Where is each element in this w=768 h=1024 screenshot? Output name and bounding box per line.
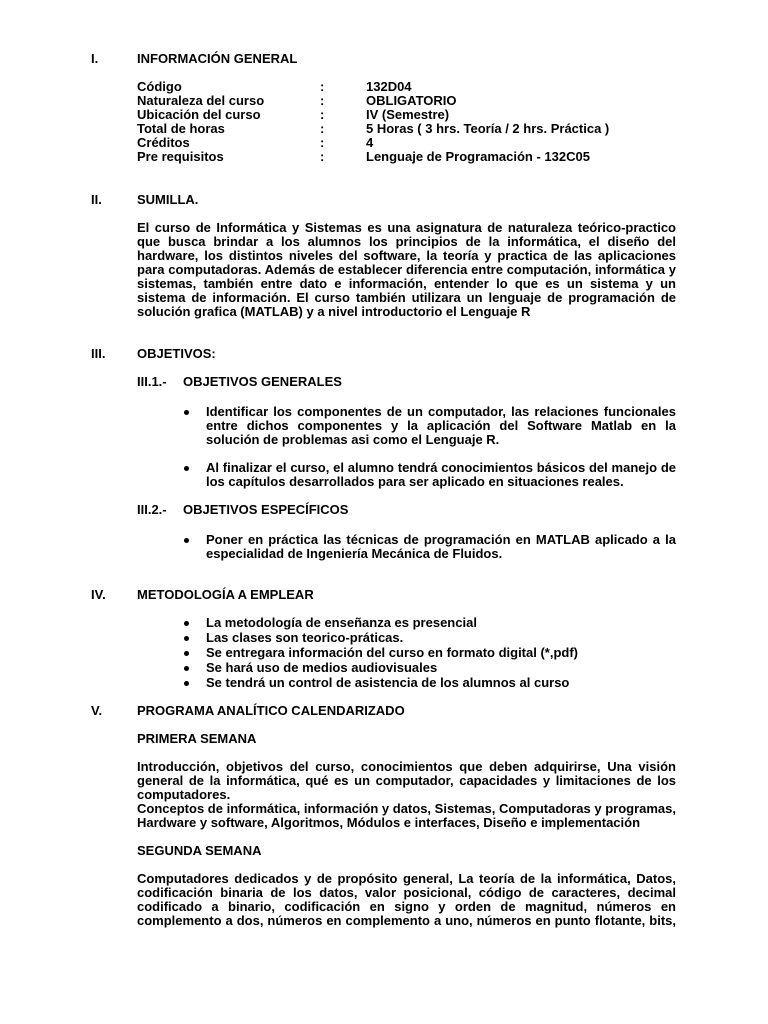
info-value: IV (Semestre) [366, 107, 450, 122]
paragraph-line: solución grafica (MATLAB) y a nivel introductorio el Lenguaje R [137, 304, 531, 319]
subsection-title: OBJETIVOS GENERALES [183, 374, 342, 389]
section-title: PROGRAMA ANALÍTICO CALENDARIZADO [137, 703, 405, 718]
section-title: SUMILLA. [137, 192, 199, 207]
bullet-icon [184, 621, 189, 626]
section-title: INFORMACIÓN GENERAL [137, 51, 298, 66]
bullet-icon [184, 651, 189, 656]
info-colon: : [320, 93, 325, 108]
paragraph-line: sistemas, también entre dato e información, entender lo que es un sistema y un [137, 276, 676, 291]
info-colon: : [320, 79, 325, 94]
bullet-icon [184, 466, 189, 471]
paragraph-line: El curso de Informática y Sistemas es una asignatura de naturaleza teórico-practico [137, 220, 676, 235]
info-colon: : [320, 107, 325, 122]
paragraph-line: Computadores dedicados y de propósito general, La teoría de la informática, Datos, [137, 871, 676, 886]
paragraph-line: general de la informática, qué es un computador, capacidades y limitaciones de los [137, 773, 676, 788]
info-colon: : [320, 135, 325, 150]
info-value: OBLIGATORIO [366, 93, 457, 108]
info-colon: : [320, 121, 325, 136]
info-label: Ubicación del curso [137, 107, 261, 122]
subsection-number: III.1.- [137, 374, 167, 389]
week-title: PRIMERA SEMANA [137, 731, 257, 746]
info-label: Naturaleza del curso [137, 93, 265, 108]
list-item: La metodología de enseñanza es presencial [206, 615, 477, 630]
list-item: Se tendrá un control de asistencia de los alumnos al curso [206, 675, 570, 690]
paragraph-line: Conceptos de informática, información y datos, Sistemas, Computadoras y programas, [137, 801, 676, 816]
info-value: 4 [366, 135, 374, 150]
info-value: 132D04 [366, 79, 412, 94]
paragraph-line: complemento a dos, números en complemento a uno, números en punto flotante, bits, [137, 913, 676, 928]
bullet-icon [184, 666, 189, 671]
bullet-line: entre dichos componentes y la aplicación del Software Matlab en la [206, 418, 676, 433]
subsection-number: III.2.- [137, 502, 167, 517]
section-title: METODOLOGÍA A EMPLEAR [137, 587, 314, 602]
paragraph-line: computadores. [137, 787, 231, 802]
info-colon: : [320, 149, 325, 164]
bullet-icon [184, 538, 189, 543]
paragraph-line: codificación binaria de los datos, valor posicional, código de caracteres, decimal [137, 885, 676, 900]
bullet-line: solución de problemas asi como el Lenguaje R. [206, 432, 500, 447]
info-label: Créditos [137, 135, 190, 150]
info-value: Lenguaje de Programación - 132C05 [366, 149, 590, 164]
paragraph-line: para computadoras. Además de establecer diferencia entre computación, informática y [137, 262, 676, 277]
bullet-icon [184, 681, 189, 686]
week-title: SEGUNDA SEMANA [137, 843, 262, 858]
paragraph-line: codificado a binario, codificación en signo y orden de magnitud, números en [137, 899, 676, 914]
bullet-icon [184, 636, 189, 641]
paragraph-line: sistema de información. El curso también utilizara un lenguaje de programación de [137, 290, 676, 305]
bullet-line: Poner en práctica las técnicas de programación en MATLAB aplicado a la [206, 532, 676, 547]
section-title: OBJETIVOS: [137, 346, 216, 361]
section-number: III. [91, 346, 106, 361]
bullet-line: Al finalizar el curso, el alumno tendrá conocimientos básicos del manejo de [206, 460, 676, 475]
paragraph-line: Hardware y software, Algoritmos, Módulos e interfaces, Diseño e implementación [137, 815, 641, 830]
info-label: Código [137, 79, 182, 94]
section-number: II. [91, 192, 102, 207]
info-label: Pre requisitos [137, 149, 224, 164]
subsection-title: OBJETIVOS ESPECÍFICOS [183, 502, 349, 517]
section-number: I. [91, 51, 99, 66]
paragraph-line: que busca brindar a los alumnos los principios de la informática, el diseño del [137, 234, 676, 249]
paragraph-line: Introducción, objetivos del curso, conocimientos que deben adquirirse, Una visión [137, 759, 676, 774]
info-label: Total de horas [137, 121, 225, 136]
bullet-icon [184, 410, 189, 415]
paragraph-line: hardware, los distintos niveles del software, la teoría y practica de las aplicaciones [137, 248, 676, 263]
bullet-line: Identificar los componentes de un computador, las relaciones funcionales [206, 404, 676, 419]
info-value: 5 Horas ( 3 hrs. Teoría / 2 hrs. Práctica ) [366, 121, 610, 136]
list-item: Se entregara información del curso en formato digital (*,pdf) [206, 645, 578, 660]
section-number: IV. [91, 587, 106, 602]
bullet-line: especialidad de Ingeniería Mecánica de Fluidos. [206, 546, 503, 561]
list-item: Las clases son teorico-práticas. [206, 630, 404, 645]
list-item: Se hará uso de medios audiovisuales [206, 660, 438, 675]
section-number: V. [91, 703, 103, 718]
bullet-line: los capítulos desarrollados para ser aplicado en situaciones reales. [206, 474, 624, 489]
